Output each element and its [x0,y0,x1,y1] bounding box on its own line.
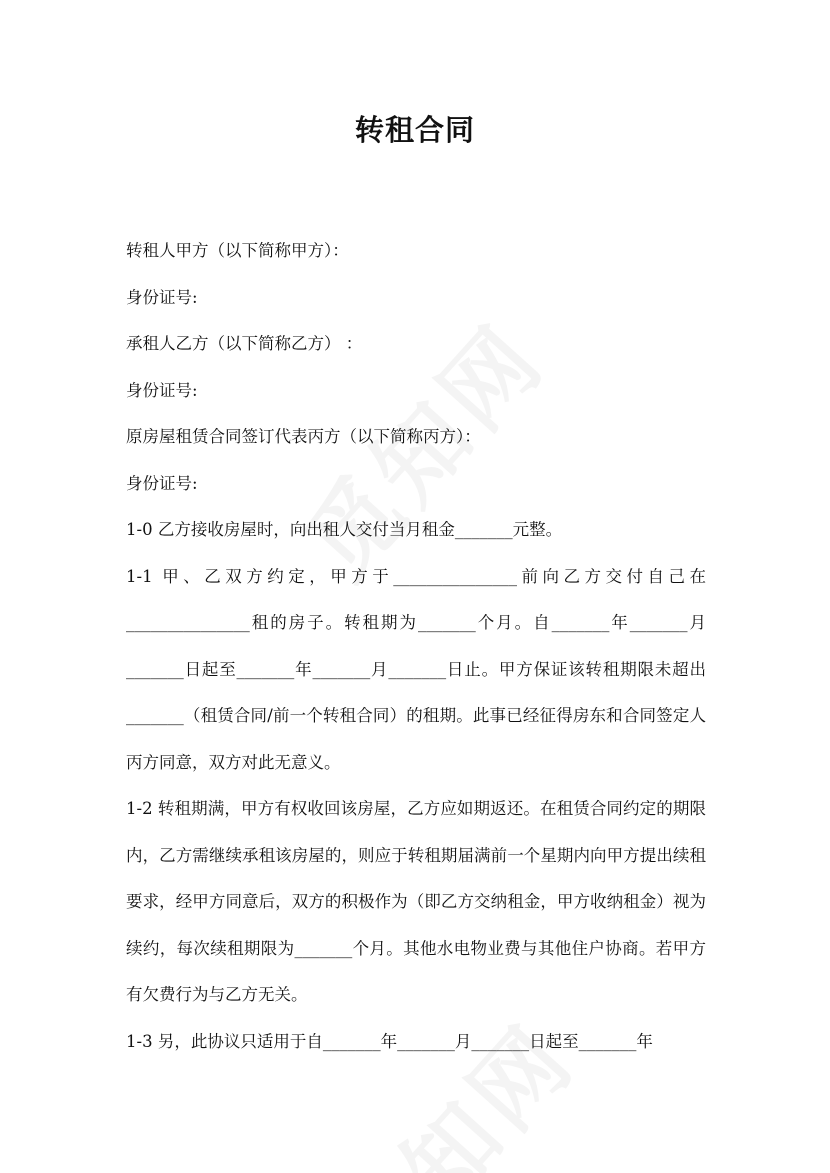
party-a-line: 转租人甲方（以下简称甲方）： [126,241,349,260]
party-b-id-line: 身份证号: [126,380,198,400]
clause-1-3: 1-3 另，此协议只适用于自_______年_______月_______日起至_______年 [126,1031,653,1051]
clause-1-0: 1-0 乙方接收房屋时，向出租人交付当月租金_______元整。 [126,520,563,539]
party-c-line: 原房屋租赁合同签订代表丙方（以下简称丙方）： [126,427,481,446]
clause-1-1: 1-1 甲、乙双方约定，甲方于_______________前向乙方交付自己在_______________租的房子。转租期为_______个月。自_______年_______月_______日起至_______年_______月_______日止。甲方保证该转租期限未超出_______（租赁合同/前一个转租合同）的租期。此事已经征得房东和合同签定人丙方同意，双方对此无意义。 [126,566,706,772]
party-b-line: 承租人乙方（以下简称乙方） ： [126,334,363,353]
document-title: 转租合同 [354,113,475,147]
party-a-id-line: 身份证号: [126,287,198,307]
document-body [126,228,706,1065]
clause-1-2: 1-2 转租期满，甲方有权收回该房屋，乙方应如期返还。在租赁合同约定的期限内，乙方需继续承租该房屋的，则应于转租期届满前一个星期内向甲方提出续租要求，经甲方同意后，双方的积极作为（即乙方交纳租金，甲方收纳租金）视为续约，每次续租期限为_______个月。其他水电物业费与其他住户协商。若甲方有欠费行为与乙方无关。 [126,799,706,1004]
party-c-id-line: 身份证号: [126,473,198,493]
